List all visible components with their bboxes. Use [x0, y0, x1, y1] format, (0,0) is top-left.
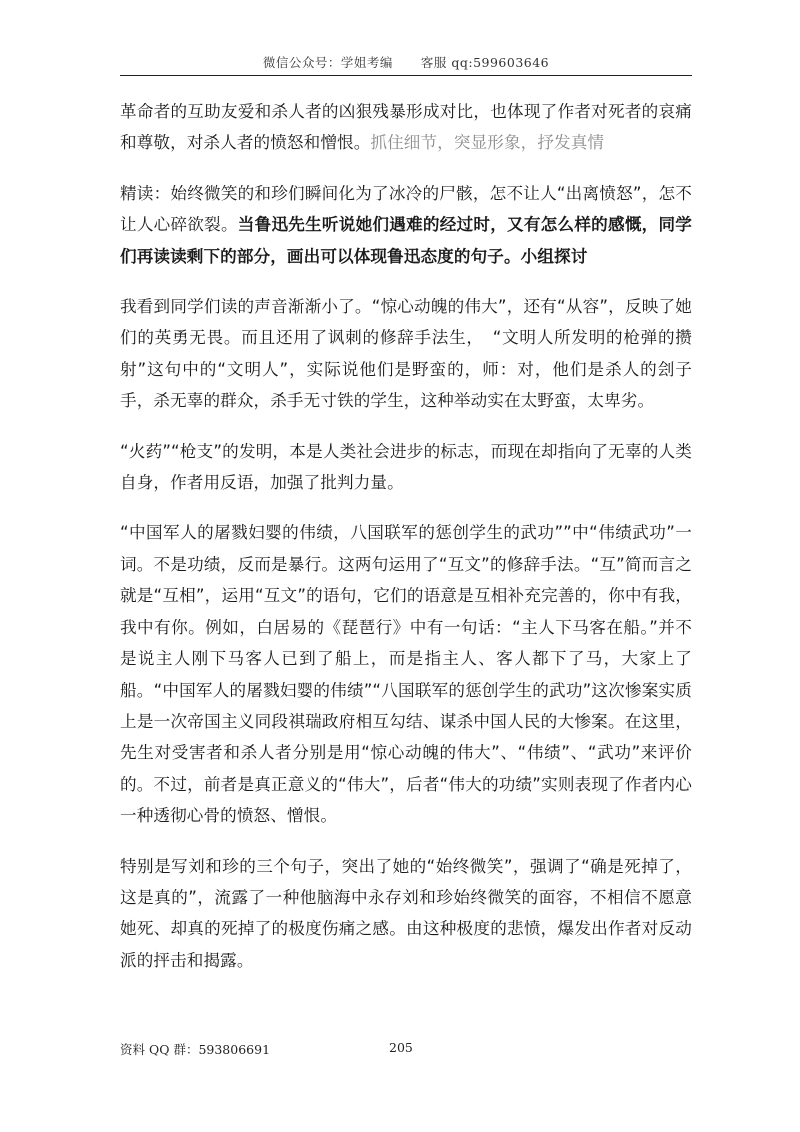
page-number: 205	[389, 1040, 413, 1055]
paragraph-1-annotation: 抓住细节，突显形象，抒发真情	[370, 133, 605, 153]
paragraph-3-text: 我看到同学们读的声音渐渐小了。“惊心动魄的伟大”，还有“从容”，反映了她们的英勇无畏。而且还用了讽刺的修辞手法生， “文明人所发明的枪弹的攒射”这句中的“文明人”，实际说他们是野蛮的，师：对，他们是杀人的刽子手，杀无辜的群众，杀手无寸铁的学生，这种举动实在太野蛮，太卑劣。	[120, 297, 692, 411]
footer-qq-group: 资料 QQ 群：593806691	[120, 1042, 271, 1057]
header-divider	[120, 75, 692, 76]
paragraph-2	[120, 178, 692, 272]
paragraph-6-text: 特别是写刘和珍的三个句子，突出了她的“始终微笑”，强调了“确是死掉了，这是真的”，流露了一种他脑海中永存刘和珍始终微笑的面容，不相信不愿意她死、却真的死掉了的极度伤痛之感。由这种极度的悲愤，爆发出作者对反动派的抨击和揭露。	[120, 856, 692, 970]
paragraph-5	[120, 517, 692, 831]
paragraph-4	[120, 436, 692, 499]
header-service-text: 客服 qq:599603646	[420, 55, 550, 70]
paragraph-4-text: “火药”“枪支”的发明，本是人类社会进步的标志，而现在却指向了无辜的人类自身，作者用反语，加强了批判力量。	[120, 441, 692, 493]
document-body	[120, 96, 692, 995]
paragraph-2-bold-text: 当鲁迅先生听说她们遇难的经过时，又有怎么样的感慨，同学们再读读剩下的部分，画出可以体现鲁迅态度的句子。小组探讨	[120, 215, 692, 266]
paragraph-1	[120, 96, 692, 159]
paragraph-2-text: 精读：始终微笑的和珍们瞬间化为了冰冷的尸骸，怎不让人“出离愤怒”，怎不让人心碎欲裂。	[120, 183, 692, 235]
paragraph-5-text: “中国军人的屠戮妇婴的伟绩，八国联军的惩创学生的武功””中“伟绩武功”一词。不是功绩，反而是暴行。这两句运用了“互文”的修辞手法。“互”简而言之就是“互相”，运用“互文”的语句，它们的语意是互相补充完善的，你中有我，我中有你。例如，白居易的《琵琶行》中有一句话：“主人下马客在船。”并不是说主人刚下马客人已到了船上，而是指主人、客人都下了马，大家上了船。“中国军人的屠戮妇婴的伟绩”“八国联军的惩创学生的武功”这次惨案实质上是一次帝国主义同段祺瑞政府相互勾结、谋杀中国人民的大惨案。在这里，先生对受害者和杀人者分别是用“惊心动魄的伟大”、“伟绩”、“武功”来评价的。不过，前者是真正意义的“伟大”，后者“伟大的功绩”实则表现了作者内心一种透彻心骨的愤怒、憎恨。	[120, 523, 692, 826]
paragraph-1-text: 革命者的互助友爱和杀人者的凶狠残暴形成对比，也体现了作者对死者的哀痛和尊敬，对杀人者的愤怒和憎恨。	[120, 102, 692, 153]
paragraph-6	[120, 851, 692, 977]
page-header	[120, 53, 692, 71]
header-wechat-text: 微信公众号：学姐考编	[262, 55, 393, 70]
paragraph-3	[120, 291, 692, 417]
